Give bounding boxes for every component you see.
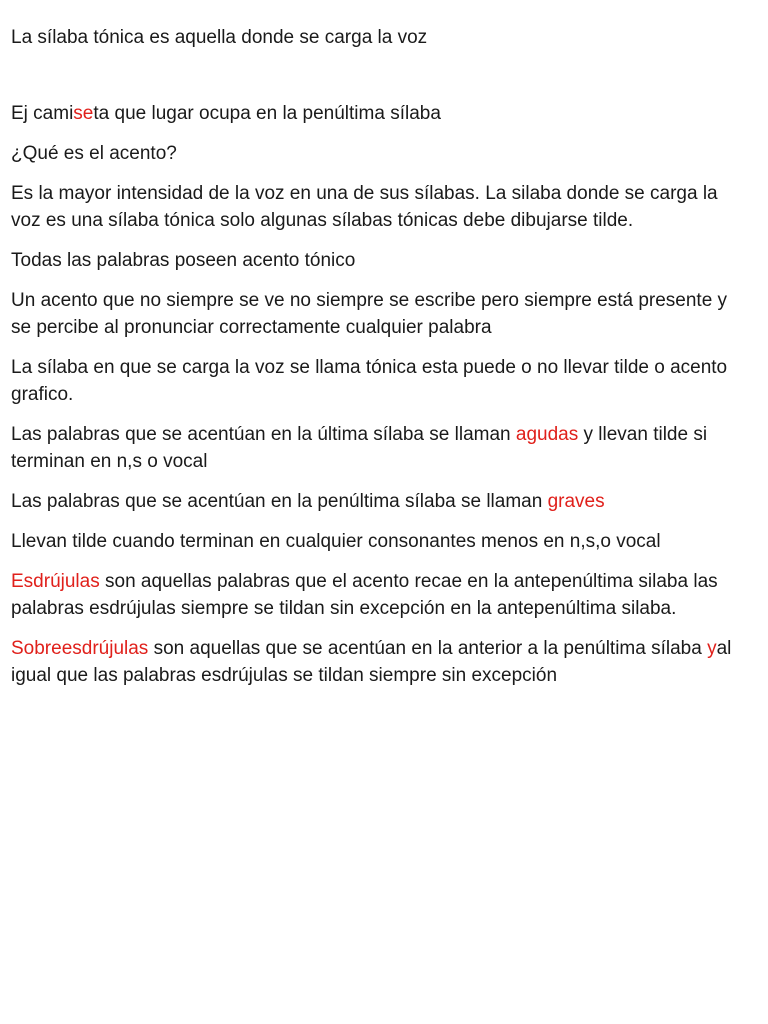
highlighted-term-sobreesdrujulas: Sobreesdrújulas <box>11 638 149 659</box>
paragraph-accent-present <box>11 287 750 341</box>
paragraph-question <box>11 140 750 167</box>
paragraph-text: La sílaba tónica es aquella donde se carga la voz <box>11 27 428 48</box>
paragraph-definition <box>11 24 750 51</box>
highlighted-syllable: se <box>73 103 94 124</box>
paragraph-tonic-syllable <box>11 354 750 408</box>
paragraph-text: Un acento que no siempre se ve no siempre se escribe pero siempre está presente y se percibe al pronunciar correctamente cualquier palabra <box>11 290 728 338</box>
highlighted-term-graves: graves <box>547 491 605 512</box>
paragraph-text: Es la mayor intensidad de la voz en una de sus sílabas. La silaba donde se carga la voz es una sílaba tónica solo algunas sílabas tónicas debe dibujarse tilde. <box>11 183 718 231</box>
paragraph-text: y llevan tilde si terminan en n,s o vocal <box>11 424 708 472</box>
paragraph-text: Las palabras que se acentúan en la penúltima sílaba se llaman <box>11 491 548 512</box>
paragraph-text: Ej cami <box>11 103 74 124</box>
highlighted-term-agudas: agudas <box>515 424 579 445</box>
paragraph-text: Llevan tilde cuando terminan en cualquier consonantes menos en n,s,o vocal <box>11 531 661 552</box>
paragraph-graves-rule <box>11 528 750 555</box>
paragraph-sobreesdrujulas <box>11 635 750 689</box>
paragraph-text: al igual que las palabras esdrújulas se tildan siempre sin excepción <box>11 638 732 686</box>
paragraph-text: son aquellas palabras que el acento recae en la antepenúltima silaba las palabras esdrújulas siempre se tildan sin excepción en la antepenúltima silaba. <box>11 571 718 619</box>
paragraph-text: La sílaba en que se carga la voz se llama tónica esta puede o no llevar tilde o acento grafico. <box>11 357 728 405</box>
paragraph-text: ¿Qué es el acento? <box>11 143 177 164</box>
paragraph-text: ta que lugar ocupa en la penúltima sílaba <box>93 103 441 124</box>
paragraph-graves <box>11 488 750 515</box>
paragraph-accent-definition <box>11 180 750 234</box>
paragraph-text: Todas las palabras poseen acento tónico <box>11 250 356 271</box>
paragraph-esdrujulas <box>11 568 750 622</box>
paragraph-text: son aquellas que se acentúan en la anterior a la penúltima sílaba <box>148 638 708 659</box>
paragraph-text: Las palabras que se acentúan en la última sílaba se llaman <box>11 424 516 445</box>
paragraph-tonic-accent <box>11 247 750 274</box>
highlighted-letter: y <box>707 638 717 659</box>
highlighted-term-esdrujulas: Esdrújulas <box>11 571 100 592</box>
paragraph-example <box>11 100 750 127</box>
paragraph-agudas <box>11 421 750 475</box>
